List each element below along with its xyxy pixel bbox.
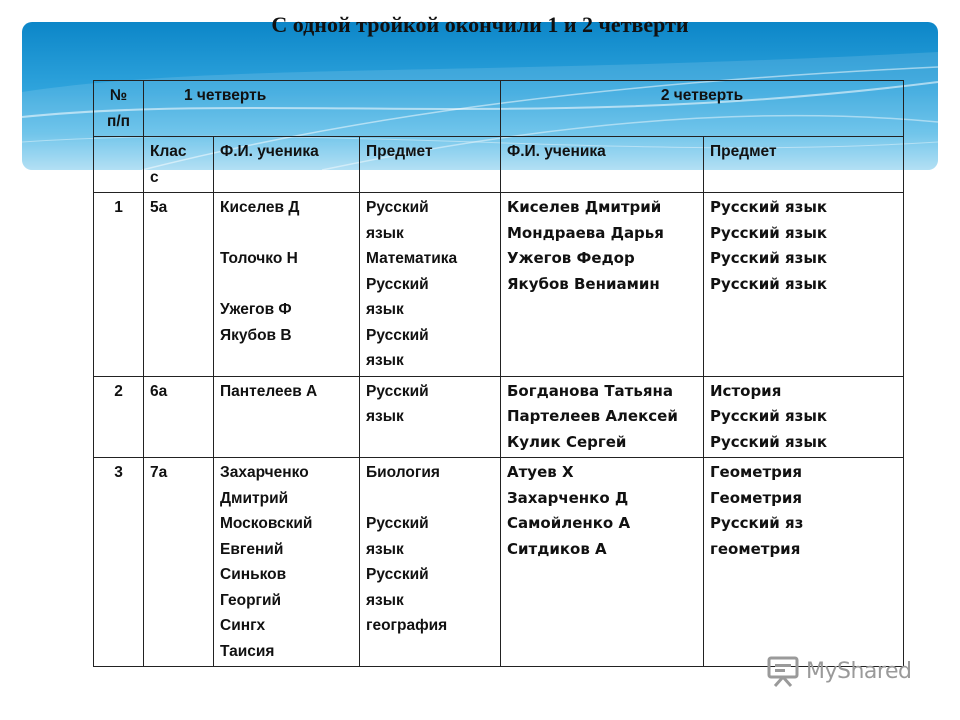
row-students-q1: Пантелеев А — [214, 376, 360, 458]
row-students-q2: Киселев Дмитрий Мондраева Дарья Ужегов Федор Якубов Вениамин — [501, 193, 704, 377]
header-student-2: Ф.И. ученика — [501, 137, 704, 193]
header-student-1: Ф.И. ученика — [214, 137, 360, 193]
header-row-2 — [94, 137, 904, 193]
row-students-q1: Киселев Д Толочко Н Ужегов Ф Якубов В — [214, 193, 360, 377]
row-class: 7а — [144, 458, 214, 667]
table-row — [94, 193, 904, 377]
row-num: 2 — [94, 376, 144, 458]
logo-text: MyShared — [806, 658, 912, 684]
row-students-q1: Захарченко Дмитрий Московский Евгений Синьков Георгий Сингх Таисия — [214, 458, 360, 667]
grades-table — [93, 80, 904, 667]
header-row-1 — [94, 81, 904, 137]
slide-title: С одной тройкой окончили 1 и 2 четверти — [271, 12, 689, 37]
row-students-q2: Атуев Х Захарченко Д Самойленко А Ситдиков А — [501, 458, 704, 667]
row-subjects-q2: Русский язык Русский язык Русский язык Русский язык — [704, 193, 904, 377]
header-empty — [94, 137, 144, 193]
row-subjects-q2: История Русский язык Русский язык — [704, 376, 904, 458]
header-subject-1: Предмет — [360, 137, 501, 193]
presentation-board-icon — [766, 654, 800, 688]
header-quarter-1: 1 четверть — [144, 81, 501, 137]
row-students-q2: Богданова Татьяна Партелеев Алексей Кулик Сергей — [501, 376, 704, 458]
row-class: 6а — [144, 376, 214, 458]
row-subjects-q1: Русский язык Математика Русский язык Русский язык — [360, 193, 501, 377]
header-class: Клас с — [144, 137, 214, 193]
myshared-logo — [766, 654, 911, 688]
header-subject-2: Предмет — [704, 137, 904, 193]
table-row — [94, 376, 904, 458]
row-class: 5а — [144, 193, 214, 377]
header-num: № п/п — [94, 81, 144, 137]
row-subjects-q1: Биология Русский язык Русский язык география — [360, 458, 501, 667]
header-quarter-2: 2 четверть — [501, 81, 904, 137]
table-row — [94, 458, 904, 667]
row-num: 3 — [94, 458, 144, 667]
row-num: 1 — [94, 193, 144, 377]
row-subjects-q1: Русский язык — [360, 376, 501, 458]
row-subjects-q2: Геометрия Геометрия Русский яз геометрия — [704, 458, 904, 667]
